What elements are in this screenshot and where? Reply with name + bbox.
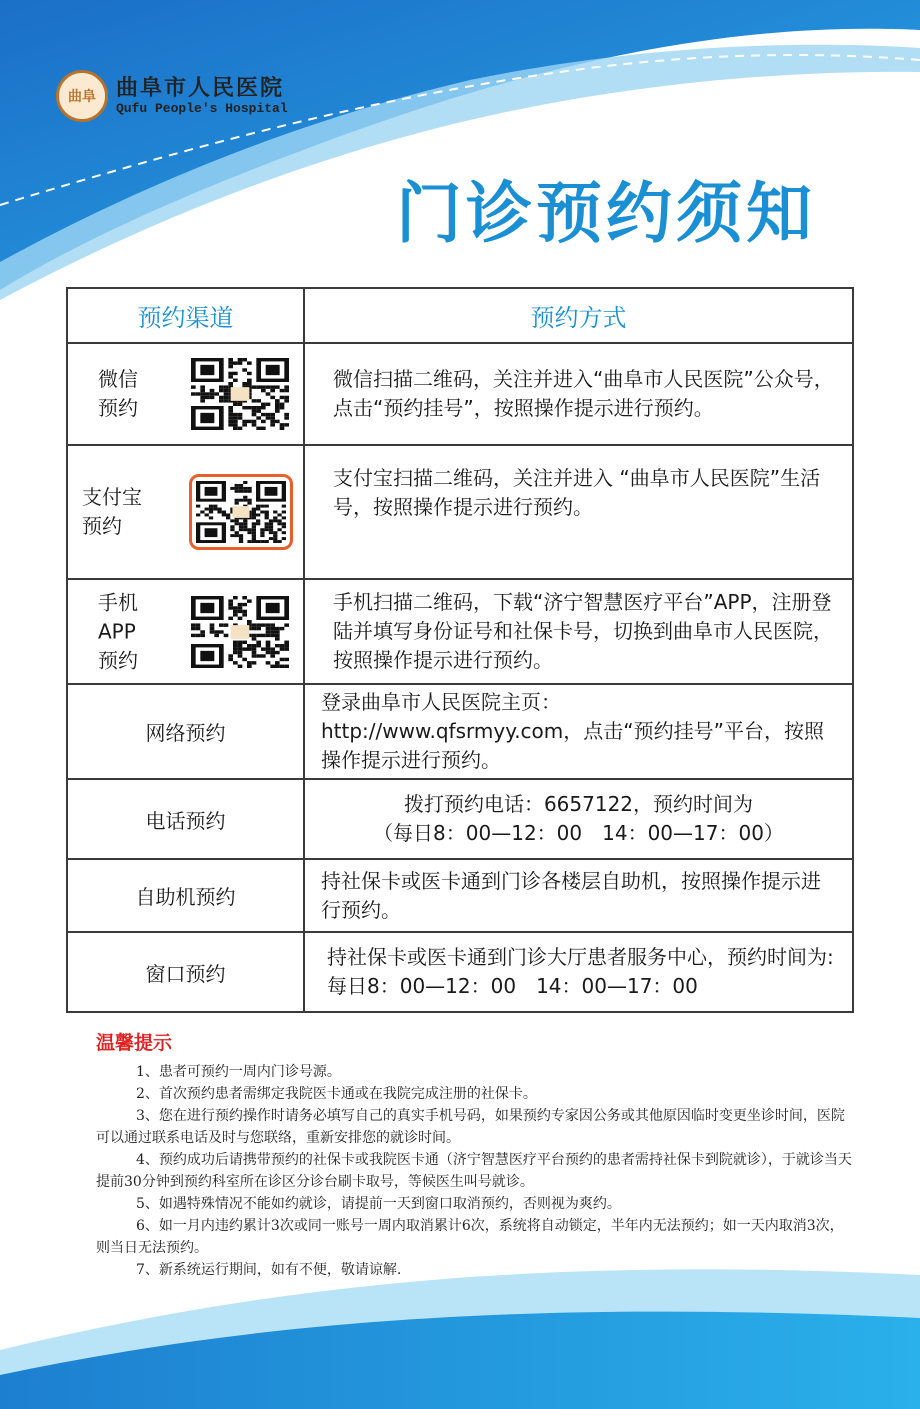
channel-label: 窗口预约 bbox=[145, 961, 226, 986]
channel-label: 网络预约 bbox=[145, 721, 226, 745]
method-cell: 持社保卡或医卡通到门诊大厅患者服务中心，预约时间为:每日8：00—12：00 14：00—17：00 bbox=[304, 932, 853, 1012]
table-row-kiosk bbox=[67, 859, 853, 932]
phone-number-line: 拨打预约电话：6657122，预约时间为 bbox=[403, 792, 754, 816]
tips-title: 温馨提示 bbox=[96, 1032, 173, 1054]
table-row-web bbox=[67, 684, 853, 779]
table-row-app bbox=[67, 579, 853, 684]
table-row-alipay bbox=[67, 445, 853, 579]
channel-label: 电话预约 bbox=[145, 808, 226, 833]
channel-label: 手机 APP 预约 bbox=[98, 590, 138, 672]
hospital-seal-icon: 曲阜 bbox=[56, 70, 108, 122]
app-qr-code-icon[interactable] bbox=[191, 596, 289, 668]
column-header-method: 预约方式 bbox=[304, 288, 853, 343]
channel-cell bbox=[67, 859, 304, 932]
method-cell: 登录曲阜市人民医院主页： http://www.qfsrmyy.com，点击“预约挂号”平台，按照操作提示进行预约。 bbox=[304, 684, 853, 779]
hospital-name-en: Qufu People's Hospital bbox=[116, 101, 288, 116]
channel-cell bbox=[67, 779, 304, 859]
tip-item: 7、新系统运行期间，如有不便，敬请谅解. bbox=[136, 1262, 402, 1278]
tip-item: 3、您在进行预约操作时请务必填写自己的真实手机号码，如果预约专家因公务或其他原因临时变更坐诊时间，医院可以通过联系电话及时与您联络，重新安排您的就诊时间。 bbox=[96, 1108, 845, 1146]
website-link[interactable]: http://www.qfsrmyy.com，点击“预约挂号”平台，按照操作提示进行预约。 bbox=[321, 719, 824, 772]
channel-cell bbox=[67, 684, 304, 779]
hospital-name-cn: 曲阜市人民医院 bbox=[116, 75, 285, 101]
channel-cell bbox=[67, 579, 304, 684]
tip-item: 2、首次预约患者需绑定我院医卡通或在我院完成注册的社保卡。 bbox=[136, 1086, 537, 1102]
method-cell: 手机扫描二维码，下载“济宁智慧医疗平台”APP，注册登陆并填写身份证号和社保卡号，切换到曲阜市人民医院，按照操作提示进行预约。 bbox=[304, 579, 853, 684]
table-row-phone bbox=[67, 779, 853, 859]
wechat-qr-code-icon[interactable] bbox=[191, 358, 289, 430]
tip-item: 5、如遇特殊情况不能如约就诊，请提前一天到窗口取消预约，否则视为爽约。 bbox=[136, 1196, 621, 1212]
tip-item: 4、预约成功后请携带预约的社保卡或我院医卡通（济宁智慧医疗平台预约的患者需持社保卡到院就诊），于就诊当天提前30分钟到预约科室所在诊区分诊台刷卡取号，等候医生叫号就诊。 bbox=[96, 1152, 852, 1190]
method-cell bbox=[304, 779, 853, 859]
method-cell: 微信扫描二维码，关注并进入“曲阜市人民医院”公众号，点击“预约挂号”，按照操作提示进行预约。 bbox=[304, 343, 853, 445]
tip-item: 6、如一月内违约累计3次或同一账号一周内取消累计6次，系统将自动锁定，半年内无法预约；如一天内取消3次，则当日无法预约。 bbox=[96, 1218, 844, 1256]
alipay-qr-code-icon[interactable] bbox=[189, 474, 293, 550]
channel-label: 支付宝 预约 bbox=[82, 485, 142, 538]
tip-item: 1、患者可预约一周内门诊号源。 bbox=[136, 1064, 341, 1080]
tips-section bbox=[96, 1028, 856, 1281]
method-cell: 持社保卡或医卡通到门诊各楼层自助机，按照操作提示进行预约。 bbox=[304, 859, 853, 932]
table-row-wechat bbox=[67, 343, 853, 445]
method-cell: 支付宝扫描二维码，关注并进入 “曲阜市人民医院”生活号，按照操作提示进行预约。 bbox=[304, 445, 853, 579]
column-header-channel: 预约渠道 bbox=[67, 288, 304, 343]
channel-label: 微信 预约 bbox=[98, 367, 138, 420]
page-title: 门诊预约须知 bbox=[396, 175, 816, 252]
channel-cell bbox=[67, 932, 304, 1012]
appointment-table bbox=[66, 287, 854, 1013]
hospital-logo bbox=[56, 70, 288, 122]
channel-cell bbox=[67, 445, 304, 579]
phone-hours-line: （每日8：00—12：00 14：00—17：00） bbox=[373, 821, 784, 845]
channel-label: 自助机预约 bbox=[135, 885, 236, 909]
table-row-window bbox=[67, 932, 853, 1012]
channel-cell bbox=[67, 343, 304, 445]
table-header-row bbox=[67, 288, 853, 343]
